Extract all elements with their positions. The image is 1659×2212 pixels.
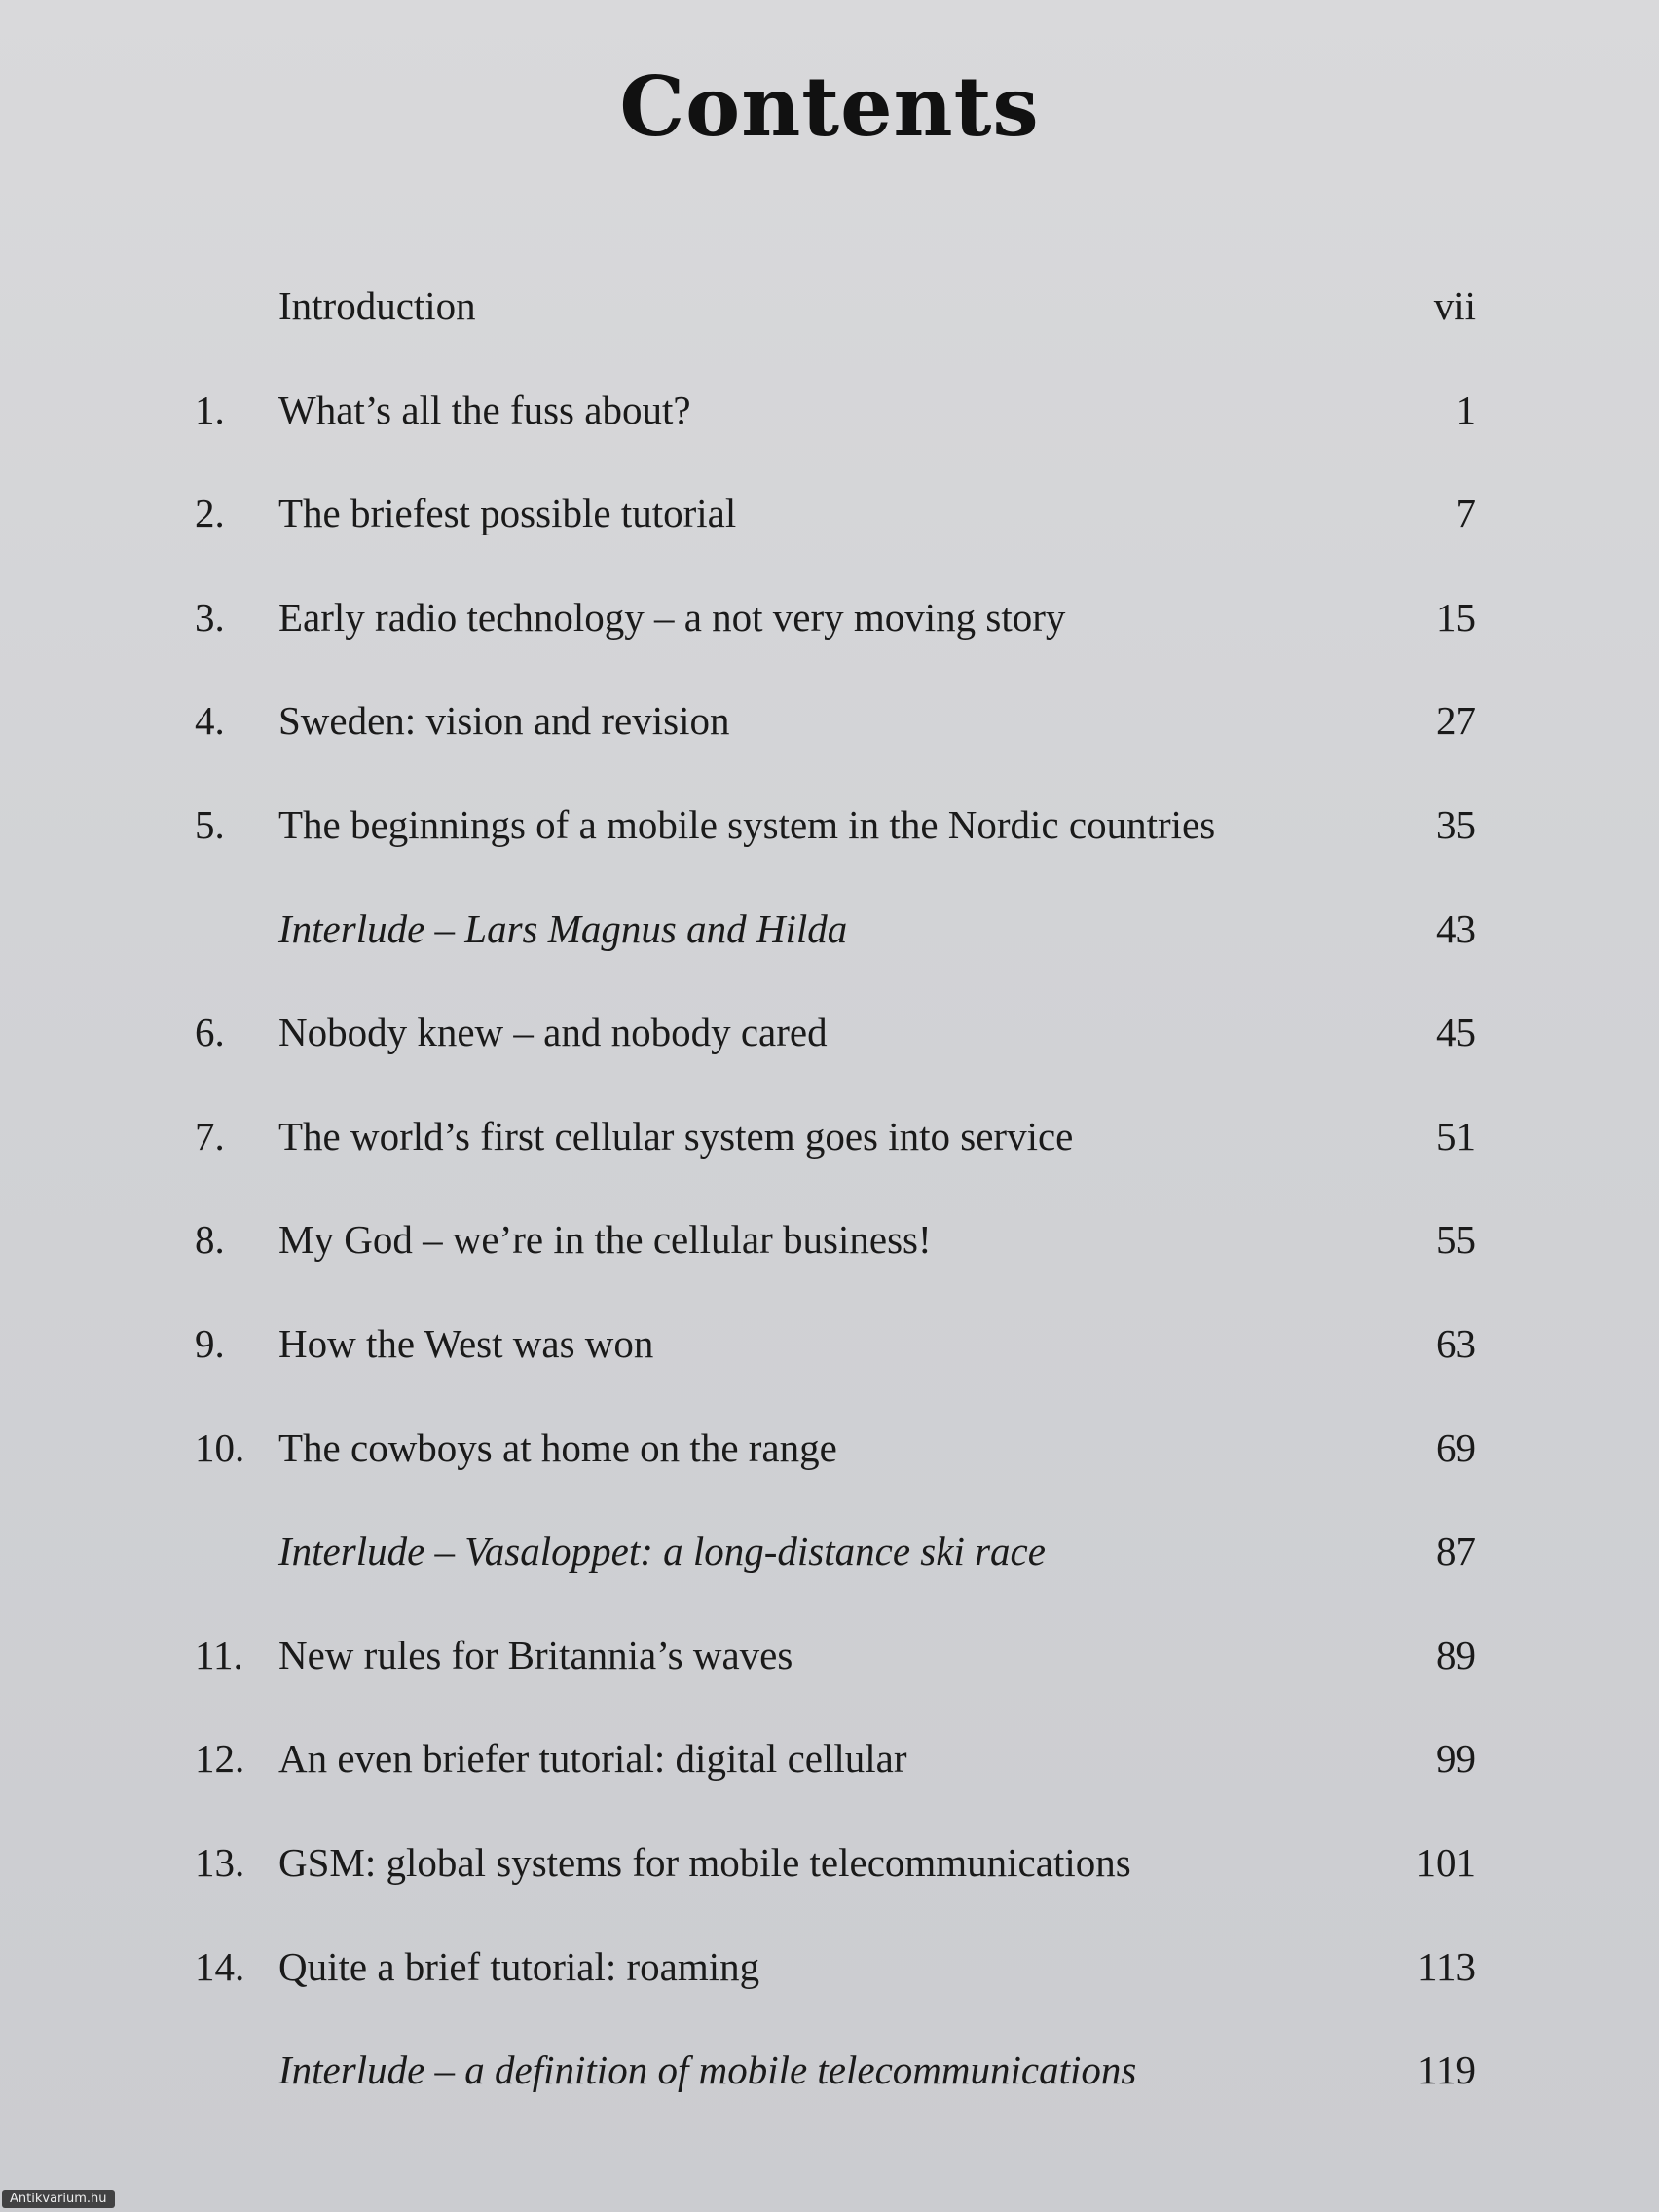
toc-entry-title: An even briefer tutorial: digital cellular [278,1736,907,1782]
toc-entry-title: What’s all the fuss about? [278,387,691,432]
toc-entry-number: 10. [195,1424,245,1470]
toc-row [195,1424,1490,1529]
toc-row [195,801,1490,905]
toc-entry-page: 55 [1436,1217,1476,1263]
toc-entry-number: 8. [195,1217,225,1263]
toc-entry-title: Early radio technology – a not very moving story [278,594,1066,640]
toc-entry-page: 43 [1436,905,1476,951]
toc-entry-page: 7 [1456,491,1476,536]
toc-entry-page: 45 [1436,1010,1476,1055]
watermark: Antikvarium.hu [2,2190,115,2208]
toc-row [195,1943,1490,2047]
toc-entry-page: 63 [1436,1320,1476,1366]
toc-entry-page: 51 [1436,1113,1476,1159]
toc-entry-number: 3. [195,594,225,640]
toc-row [195,1632,1490,1736]
toc-entry-page: 119 [1418,2047,1476,2093]
toc-entry-title: Interlude – a definition of mobile telecommunications [278,2047,1137,2093]
toc-entry-title: Introduction [278,283,476,328]
toc-entry-title: How the West was won [278,1320,654,1366]
table-of-contents [195,282,1490,2151]
toc-interlude-row [195,2046,1490,2151]
toc-entry-page: 89 [1436,1632,1476,1677]
toc-entry-number: 14. [195,1943,245,1989]
toc-row [195,594,1490,698]
toc-entry-title: Nobody knew – and nobody cared [278,1010,828,1055]
toc-entry-number: 2. [195,491,225,536]
toc-entry-title: Interlude – Lars Magnus and Hilda [278,905,848,951]
toc-entry-page: 1 [1456,387,1476,432]
toc-entry-title: Quite a brief tutorial: roaming [278,1943,760,1989]
toc-entry-page: 15 [1436,594,1476,640]
toc-row [195,490,1490,594]
toc-entry-number: 1. [195,387,225,432]
toc-row [195,1009,1490,1113]
toc-interlude-row [195,905,1490,1010]
toc-row [195,697,1490,801]
toc-entry-page: 87 [1436,1529,1476,1574]
toc-row [195,282,1490,387]
toc-entry-number: 5. [195,801,225,847]
toc-entry-page: 99 [1436,1736,1476,1782]
toc-entry-page: 101 [1416,1839,1476,1885]
toc-entry-title: The beginnings of a mobile system in the Nordic countries [278,801,1216,847]
toc-entry-number: 13. [195,1839,245,1885]
toc-entry-page: 35 [1436,801,1476,847]
toc-row [195,1320,1490,1424]
toc-entry-title: The briefest possible tutorial [278,491,737,536]
toc-entry-number: 4. [195,698,225,744]
toc-entry-page: 113 [1418,1943,1476,1989]
toc-entry-title: New rules for Britannia’s waves [278,1632,793,1677]
toc-entry-number: 7. [195,1113,225,1159]
toc-entry-number: 9. [195,1320,225,1366]
toc-entry-title: The cowboys at home on the range [278,1424,837,1470]
toc-entry-title: Interlude – Vasaloppet: a long-distance ski race [278,1529,1046,1574]
toc-row [195,1113,1490,1217]
page-title: Contents [619,58,1040,155]
toc-row [195,1735,1490,1839]
toc-entry-number: 12. [195,1736,245,1782]
toc-entry-page: 27 [1436,698,1476,744]
toc-entry-title: Sweden: vision and revision [278,698,730,744]
toc-entry-title: GSM: global systems for mobile telecommunications [278,1839,1131,1885]
toc-entry-title: The world’s first cellular system goes into service [278,1113,1074,1159]
toc-row [195,1216,1490,1320]
toc-interlude-row [195,1528,1490,1632]
toc-entry-page: 69 [1436,1424,1476,1470]
toc-row [195,387,1490,491]
toc-entry-page: vii [1433,283,1476,328]
toc-entry-number: 6. [195,1010,225,1055]
toc-entry-title: My God – we’re in the cellular business! [278,1217,932,1263]
toc-row [195,1839,1490,1943]
toc-entry-number: 11. [195,1632,243,1677]
